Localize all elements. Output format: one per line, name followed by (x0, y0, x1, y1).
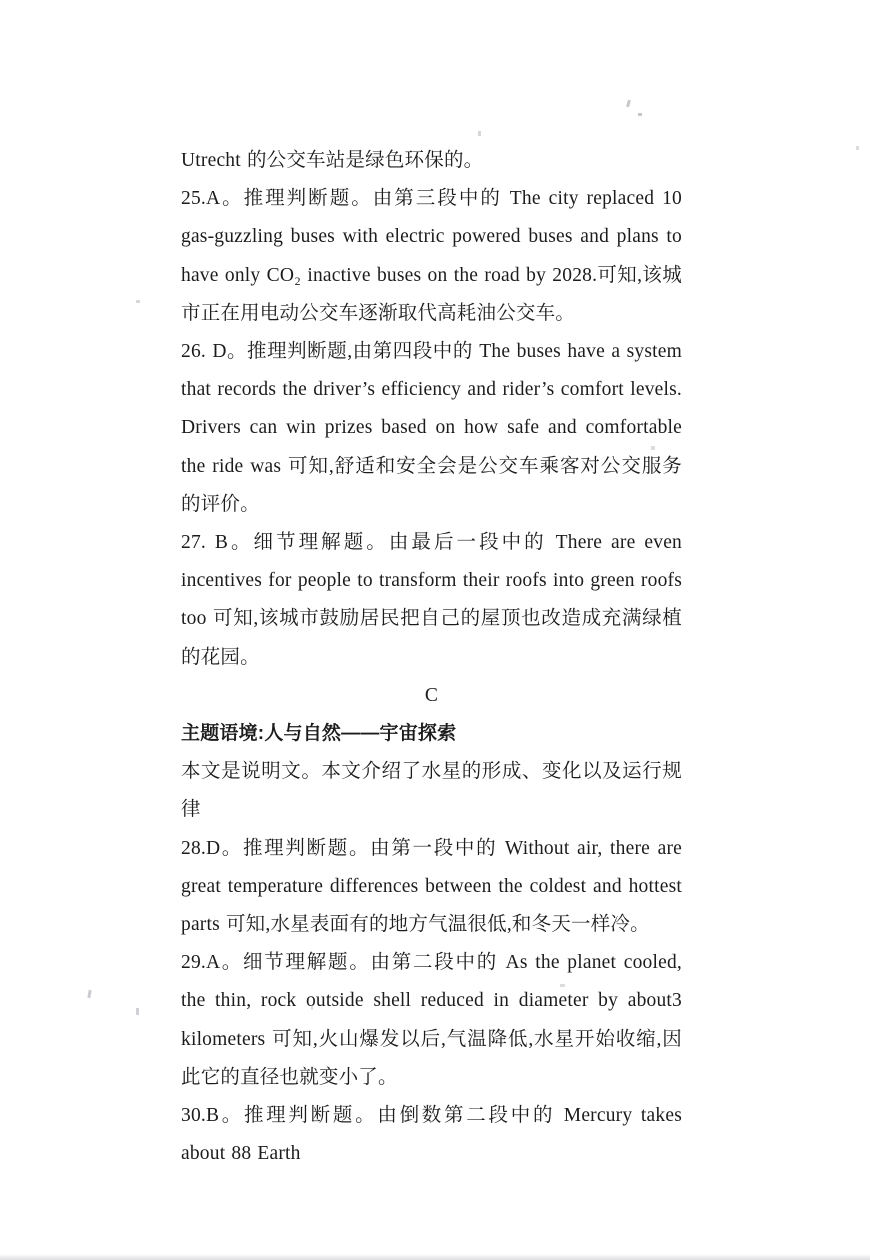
scan-bottom-edge (0, 1254, 870, 1260)
answer-explanation-paragraph-25: 25.A。推理判断题。由第三段中的 The city replaced 10 gas-guzzling buses with electric powered buses and plans to have only CO₂ inactive buses on the road by 2028.可知,该城市正在用电动公交车逐渐取代高耗油公交车。 (181, 188, 682, 324)
scan-speck (626, 100, 631, 108)
answer-explanation-paragraph: Utrecht 的公交车站是绿色环保的。 (181, 150, 484, 171)
scan-speck (87, 990, 91, 998)
theme-context-heading: 主题语境:人与自然——宇宙探索 (181, 723, 457, 745)
scan-speck (478, 131, 481, 136)
answer-key-text-block (181, 142, 682, 1173)
scan-speck (311, 1005, 313, 1010)
scan-speck (856, 146, 859, 150)
answer-explanation-paragraph-29: 29.A。细节理解题。由第二段中的 As the planet cooled, the thin, rock outside shell reduced in diameter by about3 kilometers 可知,火山爆发以后,气温降低,水星开始收缩,因此它的直径也就变小了。 (181, 952, 682, 1088)
answer-explanation-paragraph-27: 27. B。细节理解题。由最后一段中的 There are even incentives for people to transform their roofs into green roofs too 可知,该城市鼓励居民把自己的屋顶也改造成充满绿植的花园。 (181, 532, 682, 668)
section-heading-c: C (424, 684, 439, 706)
scan-speck (136, 1008, 139, 1015)
scan-speck (651, 446, 655, 450)
answer-explanation-paragraph-30: 30.B。推理判断题。由倒数第二段中的 Mercury takes about 88 Earth (181, 1105, 682, 1165)
answer-explanation-paragraph-28: 28.D。推理判断题。由第一段中的 Without air, there are great temperature differences between the coldest and hottest parts 可知,水星表面有的地方气温很低,和冬天一样冷。 (181, 837, 682, 936)
answer-explanation-paragraph-26: 26. D。推理判断题,由第四段中的 The buses have a system that records the driver’s efficiency and rider’s comfort levels. Drivers can win prizes based on how safe and comfortable the ride was 可知,舒适和安全会是公交车乘客对公交服务的评价。 (181, 341, 682, 515)
scan-speck (638, 113, 642, 116)
scan-speck (560, 984, 565, 987)
scan-speck (136, 300, 140, 303)
passage-summary-paragraph: 本文是说明文。本文介绍了水星的形成、变化以及运行规律 (181, 761, 682, 821)
